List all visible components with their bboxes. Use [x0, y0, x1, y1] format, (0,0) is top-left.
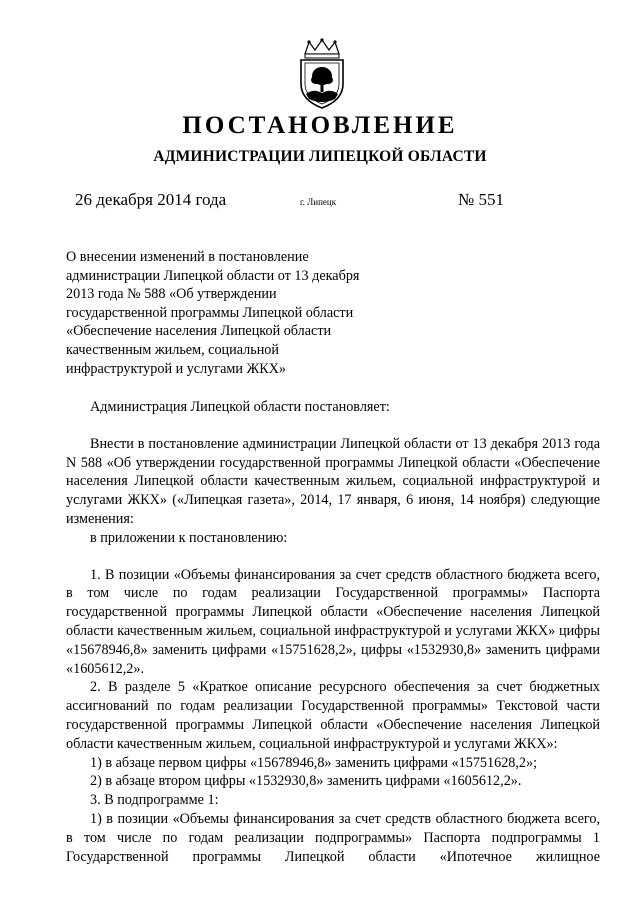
- body-paragraph: Внести в постановление администрации Липецкой области от 13 декабря 2013 года N 588 «Об утверждении государственной программы Липецкой области «Обеспечение населения Липецкой области качественным жильем, социальной инфраструктурой и услугами ЖКХ» («Липецкая газета», 2014, 17 января, 6 июня, 14 ноября) следующие изменения:: [66, 435, 600, 527]
- body-paragraph: 1) в абзаце первом цифры «15678946,8» заменить цифрами «15751628,2»;: [90, 754, 538, 771]
- document-title: ПОСТАНОВЛЕНИЕ: [182, 112, 458, 139]
- document-subtitle: АДМИНИСТРАЦИИ ЛИПЕЦКОЙ ОБЛАСТИ: [153, 148, 487, 165]
- body-paragraph: 1. В позиции «Объемы финансирования за счет средств областного бюджета всего, в том числе по годам реализации Государственной программы» Паспорта государственной программы Липецкой области «Обеспечение населения Липецкой области качественным жильем, социальной инфраструктурой и услугами ЖКХ» цифры «15678946,8» заменить цифрами «15751628,2», цифры «1532930,8» заменить цифрами «1605612,2».: [66, 566, 600, 677]
- body-paragraph: Администрация Липецкой области постановляет:: [90, 399, 390, 415]
- document-subject: О внесении изменений в постановление администрации Липецкой области от 13 декабря 2013 года № 588 «Об утверждении государственной программы Липецкой области «Обеспечение населения Липецкой области качественным жильем, социальной инфраструктурой и услугами ЖКХ»: [66, 249, 360, 377]
- body-paragraph: 2) в абзаце втором цифры «1532930,8» заменить цифрами «1605612,2».: [90, 773, 522, 790]
- document-number: № 551: [458, 190, 504, 209]
- document-body: [66, 398, 600, 866]
- document-city: г. Липецк: [300, 197, 337, 207]
- document-date: 26 декабря 2014 года: [75, 190, 227, 209]
- body-paragraph: в приложении к постановлению:: [90, 529, 288, 546]
- body-paragraph: 1) в позиции «Объемы финансирования за счет средств областного бюджета всего, в том числе по годам реализации подпрограммы» Паспорта подпрограммы 1 Государственной программы Липецкой области «Ипотечное жилищное: [66, 810, 600, 865]
- lipetsk-coat-of-arms-icon: [295, 38, 349, 110]
- body-paragraph: 3. В подпрограмме 1:: [90, 792, 219, 809]
- body-paragraph: 2. В разделе 5 «Краткое описание ресурсного обеспечения за счет бюджетных ассигнований по годам реализации Государственной программы» Текстовой части государственной программы Липецкой области «Обеспечение населения Липецкой области качественным жильем, социальной инфраструктурой и услугами ЖКХ»:: [66, 679, 600, 752]
